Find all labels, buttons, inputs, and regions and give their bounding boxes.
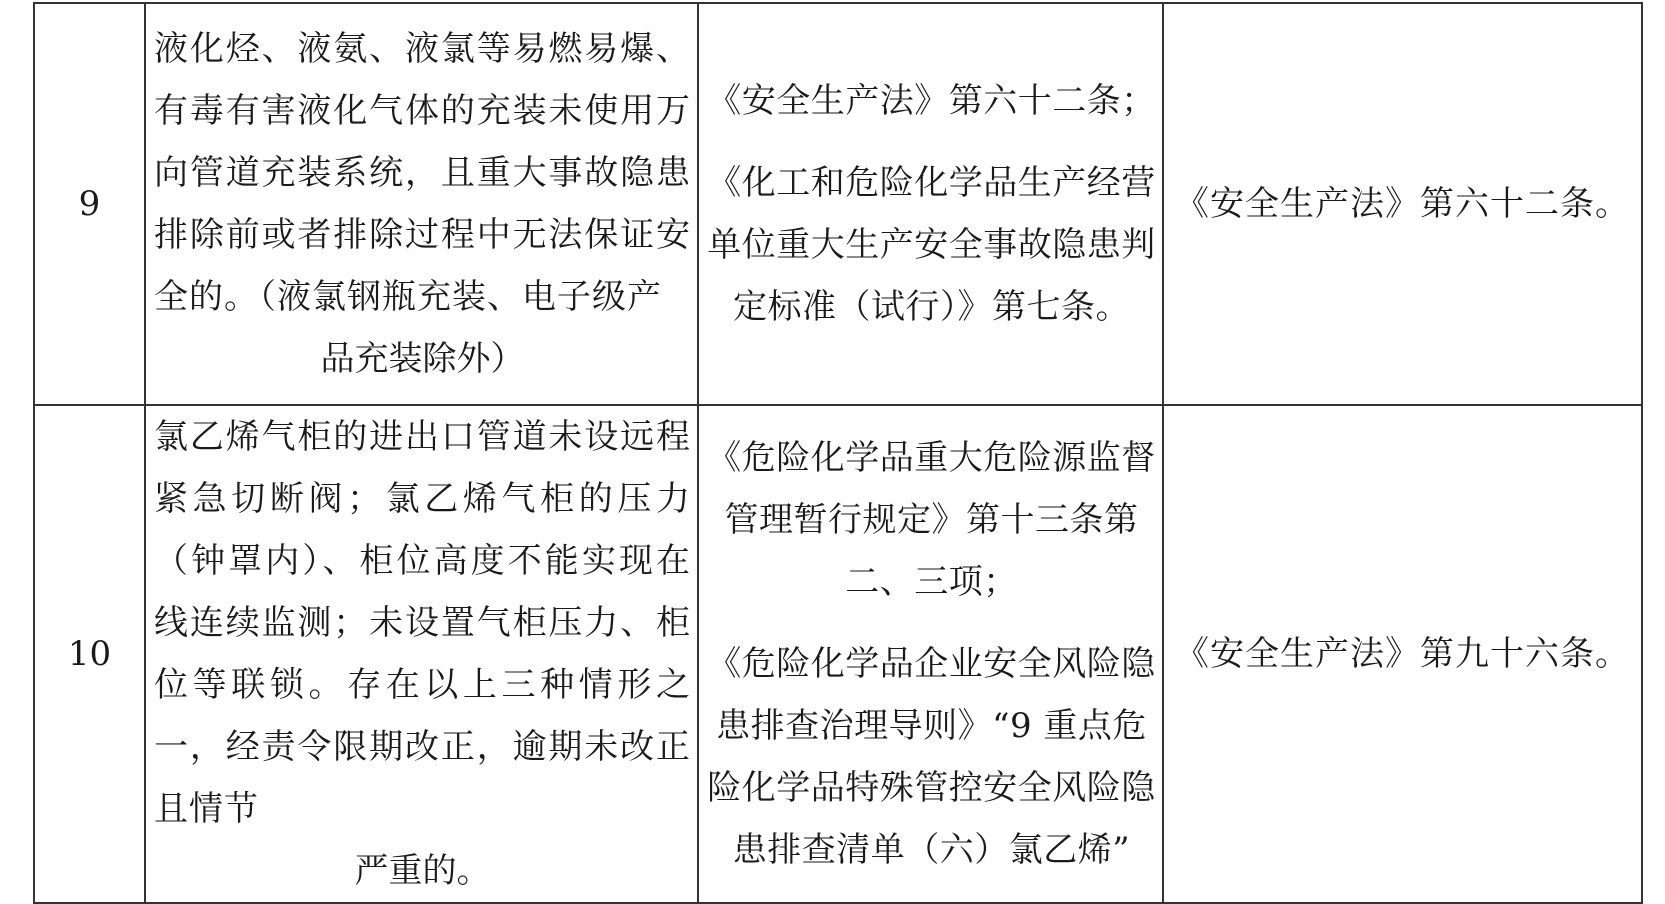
table-row <box>34 405 1642 903</box>
hazard-description <box>145 405 698 903</box>
legal-basis <box>698 405 1163 903</box>
row-number: 10 <box>34 405 145 903</box>
description-tail: 严重的。 <box>354 851 491 891</box>
basis-item: 《危险化学品企业安全风险隐患排查治理导则》“9 重点危险化学品特殊管控安全风险隐患排查清单（六）氯乙烯” <box>707 644 1156 870</box>
hazard-table <box>33 2 1643 904</box>
hazard-description <box>145 3 698 405</box>
basis-item: 《安全生产法》第六十二条； <box>707 81 1156 121</box>
basis-item: 《化工和危险化学品生产经营单位重大生产安全事故隐患判定标准（试行）》第七条。 <box>707 163 1156 327</box>
description-tail: 品充装除外） <box>320 339 525 379</box>
penalty-basis: 《安全生产法》第六十二条。 <box>1163 3 1642 405</box>
penalty-basis: 《安全生产法》第九十六条。 <box>1163 405 1642 903</box>
table-row <box>34 3 1642 405</box>
description-text: 液化烃、液氨、液氯等易燃易爆、有毒有害液化气体的充装未使用万向管道充装系统，且重大事故隐患排除前或者排除过程中无法保证安全的。（液氯钢瓶充装、电子级产 <box>154 29 691 317</box>
row-number: 9 <box>34 3 145 405</box>
legal-basis <box>698 3 1163 405</box>
description-text: 氯乙烯气柜的进出口管道未设远程紧急切断阀；氯乙烯气柜的压力（钟罩内）、柜位高度不能实现在线连续监测；未设置气柜压力、柜位等联锁。存在以上三种情形之一，经责令限期改正，逾期未改正且情节 <box>154 417 691 829</box>
basis-item: 《危险化学品重大危险源监督管理暂行规定》第十三条第二、三项； <box>707 438 1156 602</box>
